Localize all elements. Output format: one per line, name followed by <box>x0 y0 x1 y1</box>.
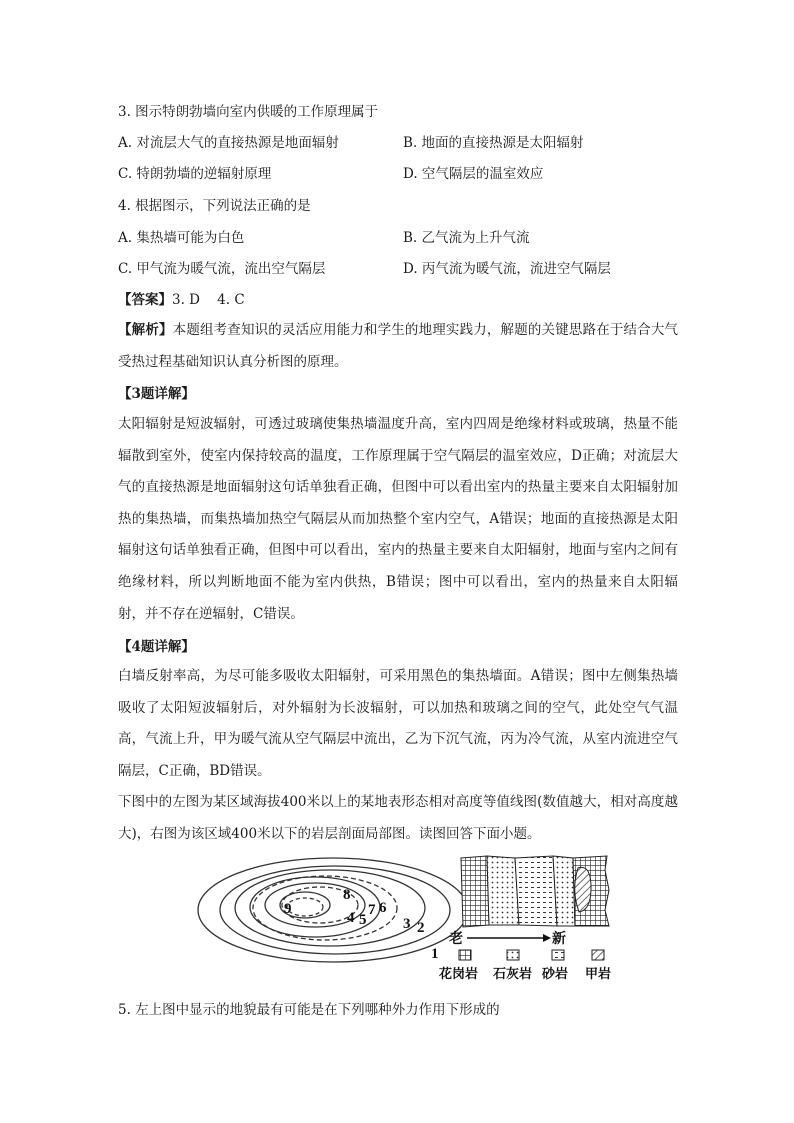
analysis-label: 【解析】 <box>118 322 173 338</box>
legend-swatch-limestone <box>507 950 519 960</box>
arrow-old-label: 老 <box>449 931 463 947</box>
q4-option-b: B. 乙气流为上升气流 <box>403 230 530 246</box>
legend-swatch-granite <box>459 950 471 960</box>
legend-swatch-jia <box>592 950 604 960</box>
q3-option-c: C. 特朗勃墙的逆辐射原理 <box>118 166 272 182</box>
answer-label: 【答案】 <box>118 292 172 308</box>
q4-stem: 4. 根据图示，下列说法正确的是 <box>118 198 311 214</box>
contour-label-4: 4 <box>347 910 355 926</box>
sandstone-band <box>515 856 557 926</box>
detail3-paragraph: 太阳辐射是短波辐射，可透过玻璃使集热墙温度升高，室内四周是绝缘材料或玻璃，热量不能辐散到室外，使室内保持较高的温度，工作原理属于空气隔层的温室效应，D正确；对流层大气的直接热源是地面辐射这句话单独看正确，但图中可以看出室内的热量主要来自太阳辐射加热的集热墙，而集热墙加热空气隔层从而加热整个室内空气，A错误；地面的直接热源是太阳辐射这句话单独看正确，但图中可以看出，室内的热量主要来自太阳辐射，地面与室内之间有绝缘材料，所以判断地面不能为室内供热，B错误；图中可以看出，室内的热量来自太阳辐射，并不存在逆辐射，C错误。 <box>118 416 678 622</box>
legend-label-jia: 甲岩 <box>585 967 612 982</box>
q3-stem: 3. 图示特朗勃墙向室内供暖的工作原理属于 <box>118 104 379 120</box>
contour-label-7: 7 <box>368 902 376 918</box>
contour-9 <box>287 898 323 916</box>
intro-paragraph: 下图中的左图为某区域海拔400米以上的某地表形态相对高度等值线图(数值越大，相对高度越大)，右图为该区域400米以下的岩层剖面局部图。读图回答下面小题。 <box>118 794 678 842</box>
granite-band-left <box>461 856 489 927</box>
contour-2 <box>220 866 450 954</box>
contour-label-9: 9 <box>284 901 292 917</box>
detail4-label: 【4题详解】 <box>118 639 195 655</box>
legend-label-limestone: 石灰岩 <box>493 967 533 982</box>
geology-figure <box>195 850 625 995</box>
legend-label-sandstone: 砂岩 <box>542 967 569 982</box>
analysis-paragraph <box>118 315 678 378</box>
legend-swatch-sandstone <box>552 950 564 960</box>
q4-option-c: C. 甲气流为暖气流，流出空气隔层 <box>118 261 326 277</box>
q3-option-d: D. 空气隔层的温室效应 <box>403 166 544 182</box>
q4-option-a: A. 集热墙可能为白色 <box>118 230 245 246</box>
analysis-text: 本题组考查知识的灵活应用能力和学生的地理实践力，解题的关键思路在于结合大气受热过程基础知识认真分析图的原理。 <box>118 322 679 370</box>
limestone-band-right <box>553 856 575 926</box>
contour-label-8: 8 <box>343 887 351 903</box>
detail3-label: 【3题详解】 <box>118 386 195 402</box>
rock-section <box>461 856 609 927</box>
contour-label-2: 2 <box>417 920 425 936</box>
q3-option-b: B. 地面的直接热源是太阳辐射 <box>403 135 584 151</box>
contour-label-3: 3 <box>403 916 411 932</box>
age-arrow-head <box>543 934 551 942</box>
contour-map <box>198 858 468 962</box>
q4-option-d: D. 丙气流为暖气流，流进空气隔层 <box>403 261 611 277</box>
answer-line <box>118 290 245 310</box>
contour-label-6: 6 <box>379 900 387 916</box>
q5-stem: 5. 左上图中显示的地貌最有可能是在下列哪种外力作用下形成的 <box>118 1002 500 1018</box>
contour-4 <box>250 877 380 937</box>
q3-option-a: A. 对流层大气的直接热源是地面辐射 <box>118 135 339 151</box>
detail4-paragraph: 白墙反射率高，为尽可能多吸收太阳辐射，可采用黑色的集热墙面。A错误；图中左侧集热墙吸收了太阳短波辐射后，对外辐射为长波辐射，可以加热和玻璃之间的空气，此处空气气温高，气流上升，甲为暖气流从空气隔层中流出，乙为下沉气流，丙为冷气流，从室内流进空气隔层，C正确，BD错误。 <box>118 668 678 779</box>
contour-label-1: 1 <box>431 946 439 962</box>
contour-label-5: 5 <box>359 912 367 928</box>
answer-text: 3. D 4. C <box>172 292 245 308</box>
limestone-band <box>487 856 519 925</box>
arrow-new-label: 新 <box>552 931 566 947</box>
legend-label-granite: 花岗岩 <box>439 967 479 982</box>
